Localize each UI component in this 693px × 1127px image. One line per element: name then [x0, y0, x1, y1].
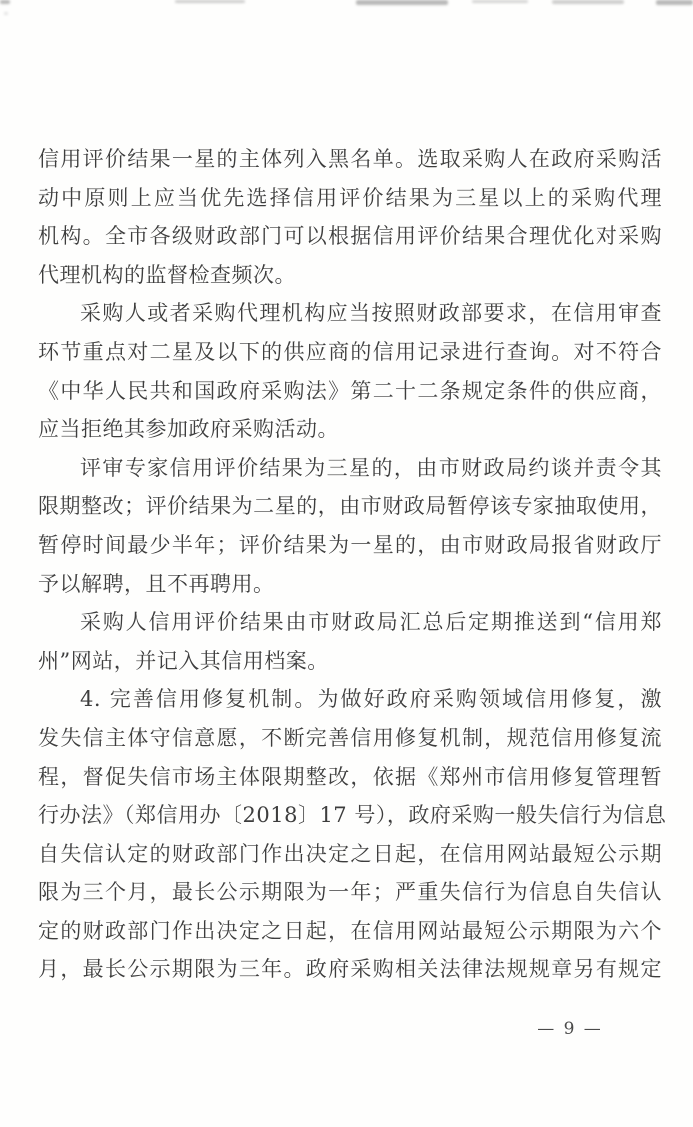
text-line: 代理机构的监督检查频次。	[38, 262, 296, 287]
text-line: 评审专家信用评价结果为三星的，由市财政局约谈并责令其	[80, 455, 662, 480]
scan-artifact	[656, 0, 693, 5]
text-line: 机构。全市各级财政部门可以根据信用评价结果合理优化对采购	[38, 224, 662, 249]
text-line: 环节重点对二星及以下的供应商的信用记录进行查询。对不符合	[38, 339, 662, 364]
scan-artifact	[0, 0, 10, 4]
scan-artifact	[472, 0, 528, 3]
text-line: 暂停时间最少半年；评价结果为一星的，由市财政局报省财政厅	[38, 532, 662, 557]
text-line: 州”网站，并记入其信用档案。	[38, 648, 329, 673]
text-line: 定的财政部门作出决定之日起，在信用网站最短公示期限为六个	[38, 918, 662, 943]
text-line: 发失信主体守信意愿，不断完善信用修复机制，规范信用修复流	[38, 725, 662, 750]
scan-artifact	[175, 0, 245, 3]
scan-artifact	[356, 0, 448, 5]
text-line: 限为三个月，最长公示期限为一年；严重失信行为信息自失信认	[38, 880, 662, 905]
scan-artifact	[552, 0, 624, 4]
text-line: 动中原则上应当优先选择信用评价结果为三星以上的采购代理	[38, 185, 662, 210]
text-line: 4. 完善信用修复机制。为做好政府采购领域信用修复，激	[80, 687, 662, 712]
text-line: 月，最长公示期限为三年。政府采购相关法律法规规章另有规定	[38, 957, 662, 982]
text-line: 应当拒绝其参加政府采购活动。	[38, 417, 339, 442]
text-line: 《中华人民共和国政府采购法》第二十二条规定条件的供应商，	[38, 378, 662, 403]
text-line: 予以解聘，且不再聘用。	[38, 571, 275, 596]
scan-artifact	[4, 12, 8, 15]
text-line: 信用评价结果一星的主体列入黑名单。选取采购人在政府采购活	[38, 147, 662, 171]
text-line: 采购人信用评价结果由市财政局汇总后定期推送到“信用郑	[80, 610, 662, 635]
text-line: 自失信认定的财政部门作出决定之日起，在信用网站最短公示期	[38, 841, 662, 866]
text-line: 限期整改；评价结果为二星的，由市财政局暂停该专家抽取使用，	[38, 494, 662, 519]
page-number: — 9 —	[537, 1019, 603, 1039]
text-line: 采购人或者采购代理机构应当按照财政部要求，在信用审查	[80, 301, 662, 326]
document-body	[38, 140, 667, 989]
text-line: 程，督促失信市场主体限期整改，依据《郑州市信用修复管理暂	[38, 764, 662, 789]
text-line: 行办法》（郑信用办〔2018〕17 号），政府采购一般失信行为信息	[38, 803, 667, 828]
